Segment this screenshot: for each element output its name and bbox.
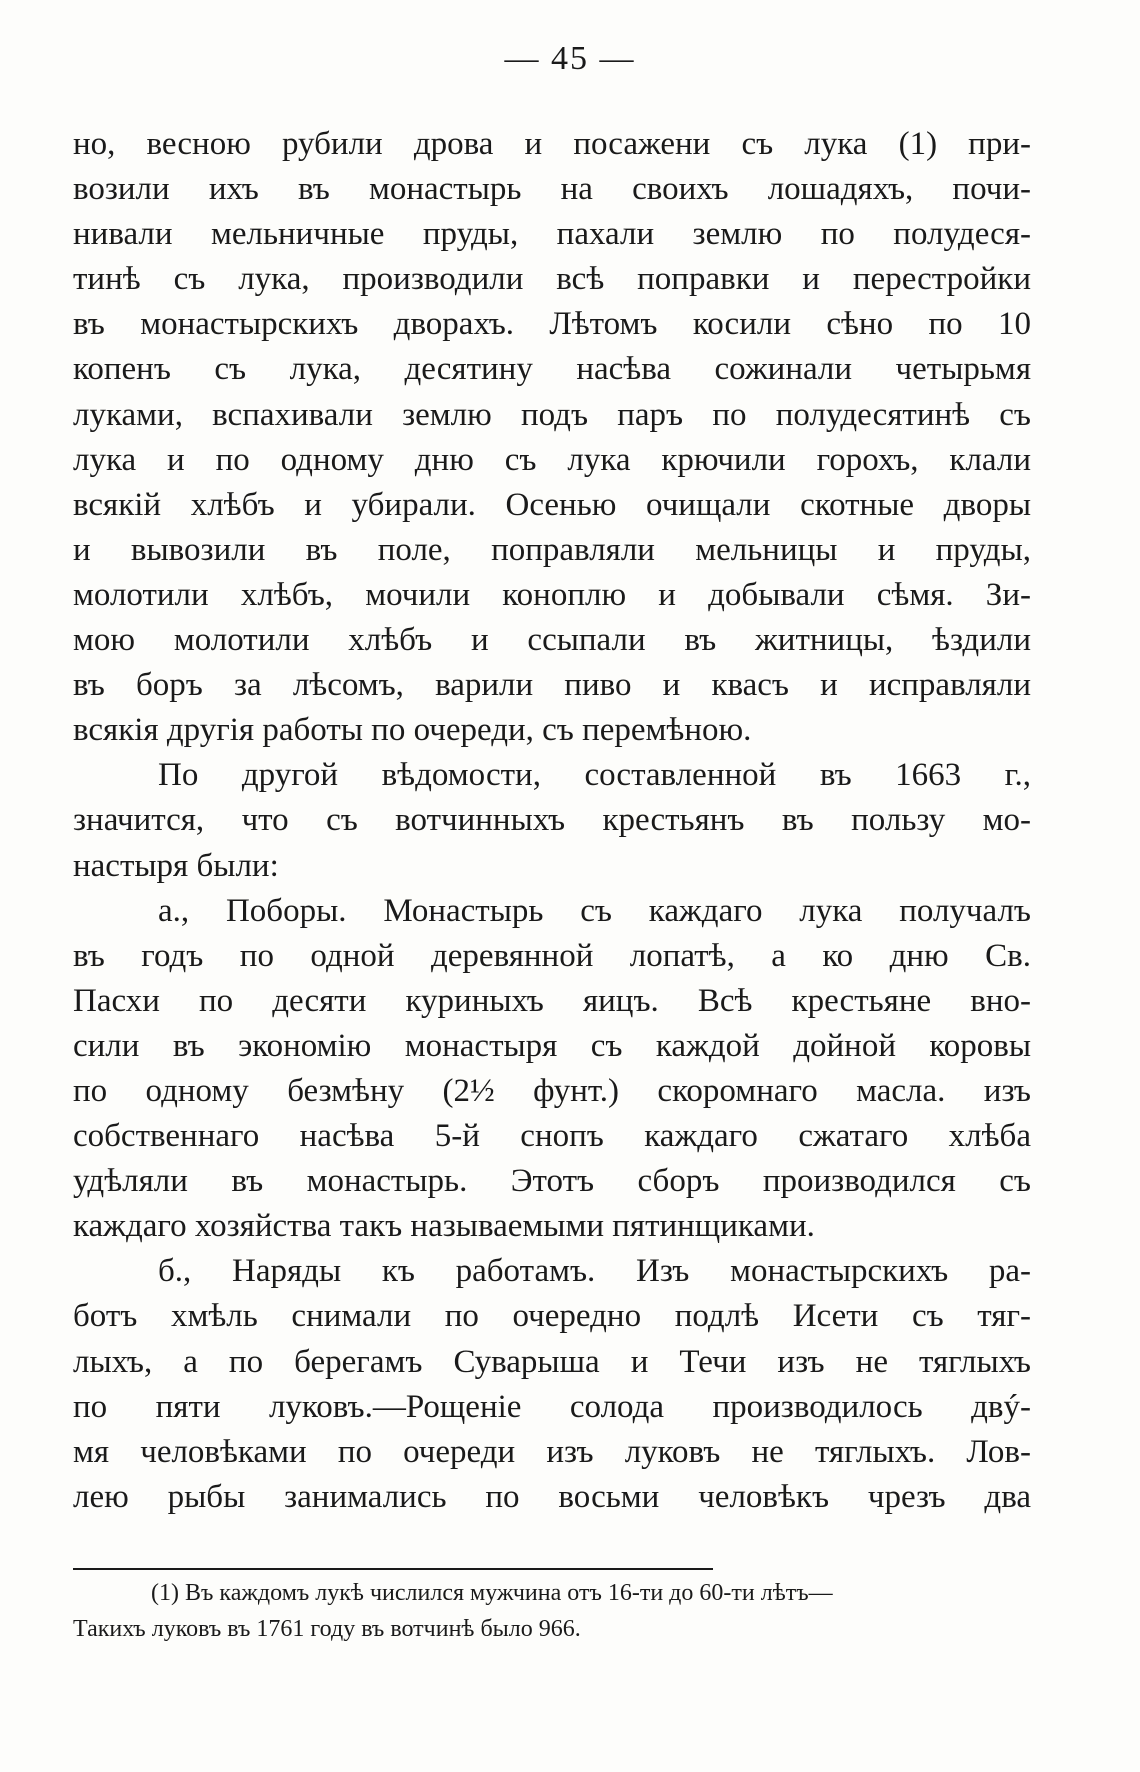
footnote-line: Такихъ луковъ въ 1761 году въ вотчинѣ было 966. — [73, 1616, 581, 1642]
text-line: луками, вспахивали землю подъ паръ по полудесятинѣ съ — [73, 396, 1031, 433]
text-line: удѣляли въ монастырь. Этотъ сборъ производился съ — [73, 1163, 1031, 1200]
text-line: лука и по одному дню съ лука крючили горохъ, клали — [73, 441, 1031, 478]
page-number: — 45 — — [504, 40, 636, 77]
text-line: въ годъ по одной деревянной лопатѣ, а ко дню Св. — [73, 937, 1031, 974]
text-line: а., Поборы. Монастырь съ каждаго лука получалъ — [158, 892, 1031, 929]
text-line: мя человѣками по очереди изъ луковъ не тяглыхъ. Лов- — [73, 1433, 1031, 1470]
footnote — [73, 1575, 1031, 1647]
text-line: значится, что съ вотчинныхъ крестьянъ въ пользу мо- — [73, 802, 1031, 839]
text-line: Пасхи по десяти куриныхъ яицъ. Всѣ крестьяне вно- — [73, 982, 1031, 1019]
text-line: въ боръ за лѣсомъ, варили пиво и квасъ и исправляли — [73, 667, 1031, 704]
text-line: мою молотили хлѣбъ и ссыпали въ житницы, ѣздили — [73, 622, 1031, 659]
text-line: всякія другія работы по очереди, съ перемѣною. — [73, 712, 752, 749]
text-line: нивали мельничные пруды, пахали землю по полудеся- — [73, 216, 1031, 253]
text-line: сили въ экономію монастыря съ каждой дойной коровы — [73, 1027, 1031, 1064]
footnote-divider — [73, 1568, 713, 1570]
text-line: каждаго хозяйства такъ называемыми пятинщиками. — [73, 1208, 815, 1245]
text-line: молотили хлѣбъ, мочили коноплю и добывали сѣмя. Зи- — [73, 576, 1031, 613]
footnote-line: (1) Въ каждомъ лукѣ числился мужчина отъ 16-ти до 60-ти лѣтъ— — [151, 1580, 833, 1606]
text-line: настыря были: — [73, 847, 279, 884]
text-line: По другой вѣдомости, составленной въ 1663 г., — [158, 757, 1031, 794]
text-line: ботъ хмѣль снимали по очередно подлѣ Исети съ тяг- — [73, 1298, 1031, 1335]
text-line: возили ихъ въ монастырь на своихъ лошадяхъ, почи- — [73, 171, 1031, 208]
text-line: въ монастырскихъ дворахъ. Лѣтомъ косили сѣно по 10 — [73, 306, 1031, 343]
text-line: всякій хлѣбъ и убирали. Осенью очищали скотные дворы — [73, 486, 1031, 523]
text-line: по одному безмѣну (2½ фунт.) скоромнаго масла. изъ — [73, 1072, 1031, 1109]
text-line: но, весною рубили дрова и посажени съ лука (1) при- — [73, 126, 1031, 162]
text-line: по пяти луковъ.—Рощеніе солода производилось двý- — [73, 1388, 1031, 1425]
main-text — [73, 122, 1031, 1520]
text-line: б., Наряды къ работамъ. Изъ монастырскихъ ра- — [158, 1253, 1031, 1290]
text-line: тинѣ съ лука, производили всѣ поправки и перестройки — [73, 261, 1031, 298]
text-line: копенъ съ лука, десятину насѣва сожинали четырьмя — [73, 351, 1031, 388]
text-line: собственнаго насѣва 5-й снопъ каждаго сжатаго хлѣба — [73, 1118, 1031, 1155]
text-line: лыхъ, а по берегамъ Суварыша и Течи изъ не тяглыхъ — [73, 1343, 1031, 1380]
text-line: лею рыбы занимались по восьми человѣкъ чрезъ два — [73, 1478, 1031, 1515]
text-line: и вывозили въ поле, поправляли мельницы и пруды, — [73, 531, 1031, 568]
